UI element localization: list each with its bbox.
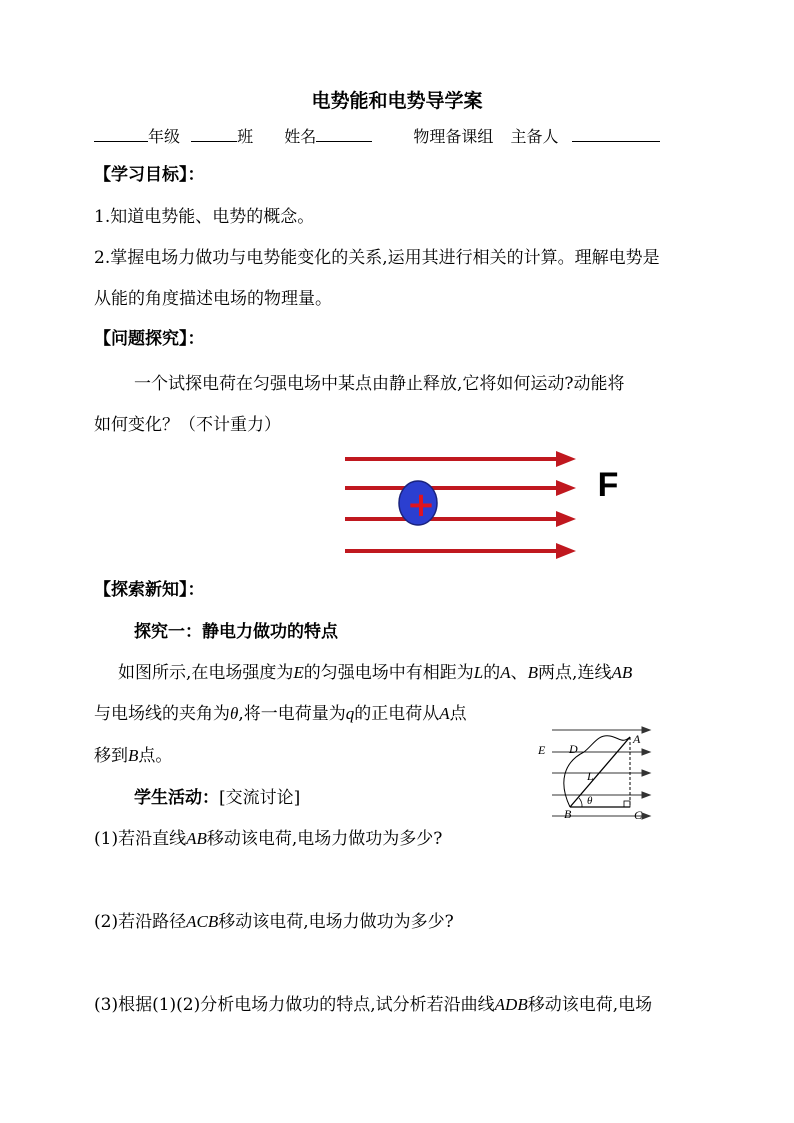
segment-ab bbox=[570, 737, 630, 807]
explore-para-line-1 bbox=[118, 658, 632, 683]
text-run: 移动该电荷,电场 bbox=[527, 995, 653, 1015]
var-e: E bbox=[293, 663, 304, 682]
text-run: 移到 bbox=[94, 746, 128, 766]
text-run: 点。 bbox=[138, 746, 173, 766]
text-run: 移动该电荷,电场力做功为多少? bbox=[218, 912, 454, 932]
text-run: 与电场线的夹角为 bbox=[94, 704, 230, 724]
var-a: A bbox=[439, 704, 450, 723]
var-ab: AB bbox=[611, 663, 633, 682]
var-l: L bbox=[473, 663, 484, 682]
text-run: 移动该电荷,电场力做功为多少? bbox=[206, 829, 443, 849]
text-run: 的正电荷从 bbox=[354, 704, 440, 724]
explore-subheading: 探究一：静电力做功的特点 bbox=[134, 622, 338, 642]
question-3 bbox=[94, 990, 652, 1015]
label-a: A bbox=[633, 732, 641, 746]
activity-label: 学生活动： bbox=[134, 788, 219, 808]
right-angle-mark bbox=[624, 801, 630, 807]
text-run: (1)若沿直线 bbox=[94, 829, 187, 849]
field-line bbox=[345, 451, 576, 467]
group-label: 物理备课组 bbox=[413, 127, 494, 146]
label-e: E bbox=[538, 743, 546, 757]
text-run: (3)根据(1)(2)分析电场力做功的特点,试分析若沿曲线 bbox=[94, 995, 495, 1015]
field-line-arrows bbox=[345, 451, 576, 559]
label-d: D bbox=[569, 742, 578, 756]
var-ab: AB bbox=[186, 829, 207, 848]
explore-para-line-2 bbox=[94, 699, 467, 724]
preparer-blank bbox=[572, 127, 660, 142]
inquiry-line-2: 如何变化？（不计重力） bbox=[94, 415, 281, 435]
header-info-line bbox=[94, 124, 660, 147]
text-run: ,将一电荷量为 bbox=[238, 704, 346, 724]
field-line bbox=[345, 543, 576, 559]
label-c: C bbox=[634, 808, 643, 822]
var-b: B bbox=[527, 663, 539, 682]
page-title: 电势能和电势导学案 bbox=[311, 90, 483, 112]
text-run: (2)若沿路径 bbox=[94, 912, 187, 932]
name-blank bbox=[316, 127, 372, 142]
var-a: A bbox=[500, 663, 511, 682]
var-q: q bbox=[345, 704, 355, 723]
theta-arc bbox=[579, 798, 582, 807]
var-adb: ADB bbox=[494, 995, 528, 1014]
preparer-label: 主备人 bbox=[510, 127, 559, 146]
field-line bbox=[552, 792, 650, 798]
field-line bbox=[345, 480, 576, 496]
goal-item-2-line-2: 从能的角度描述电场的物理量。 bbox=[94, 289, 332, 309]
goal-item-1: 1.知道电势能、电势的概念。 bbox=[94, 207, 315, 227]
var-acb: ACB bbox=[186, 912, 219, 931]
field-path-figure bbox=[528, 722, 663, 822]
field-line bbox=[552, 749, 650, 755]
name-label: 姓名 bbox=[284, 127, 317, 146]
charge-sign: + bbox=[406, 485, 436, 525]
label-l: L bbox=[587, 769, 594, 783]
force-label: F bbox=[597, 466, 619, 504]
text-run: 两点,连线 bbox=[538, 663, 612, 683]
grade-label: 年级 bbox=[148, 127, 181, 146]
question-1 bbox=[94, 824, 442, 849]
activity-text: [交流讨论] bbox=[219, 788, 301, 808]
text-run: 点 bbox=[449, 704, 467, 724]
goals-heading: 【学习目标】： bbox=[94, 165, 205, 185]
grade-blank bbox=[94, 127, 148, 142]
field-lines-figure bbox=[330, 446, 630, 566]
text-run: 如图所示,在电场强度为 bbox=[118, 663, 294, 683]
var-b: B bbox=[128, 746, 139, 765]
label-b: B bbox=[564, 807, 572, 821]
student-activity bbox=[134, 783, 300, 808]
class-blank bbox=[191, 127, 237, 142]
text-run: 的匀强电场中有相距为 bbox=[303, 663, 474, 683]
text-run: 、 bbox=[510, 663, 528, 683]
field-line bbox=[345, 511, 576, 527]
class-label: 班 bbox=[237, 127, 254, 146]
explore-para-line-3 bbox=[94, 741, 172, 766]
inquiry-heading: 【问题探究】： bbox=[94, 329, 205, 349]
inquiry-line-1: 一个试探电荷在匀强电场中某点由静止释放,它将如何运动?动能将 bbox=[134, 374, 625, 394]
goal-item-2-line-1: 2.掌握电场力做功与电势能变化的关系,运用其进行相关的计算。理解电势是 bbox=[94, 248, 660, 268]
question-2 bbox=[94, 907, 454, 932]
text-run: 的 bbox=[483, 663, 501, 683]
label-theta: θ bbox=[587, 795, 593, 807]
explore-heading: 【探索新知】： bbox=[94, 580, 205, 600]
var-theta: θ bbox=[230, 704, 239, 723]
